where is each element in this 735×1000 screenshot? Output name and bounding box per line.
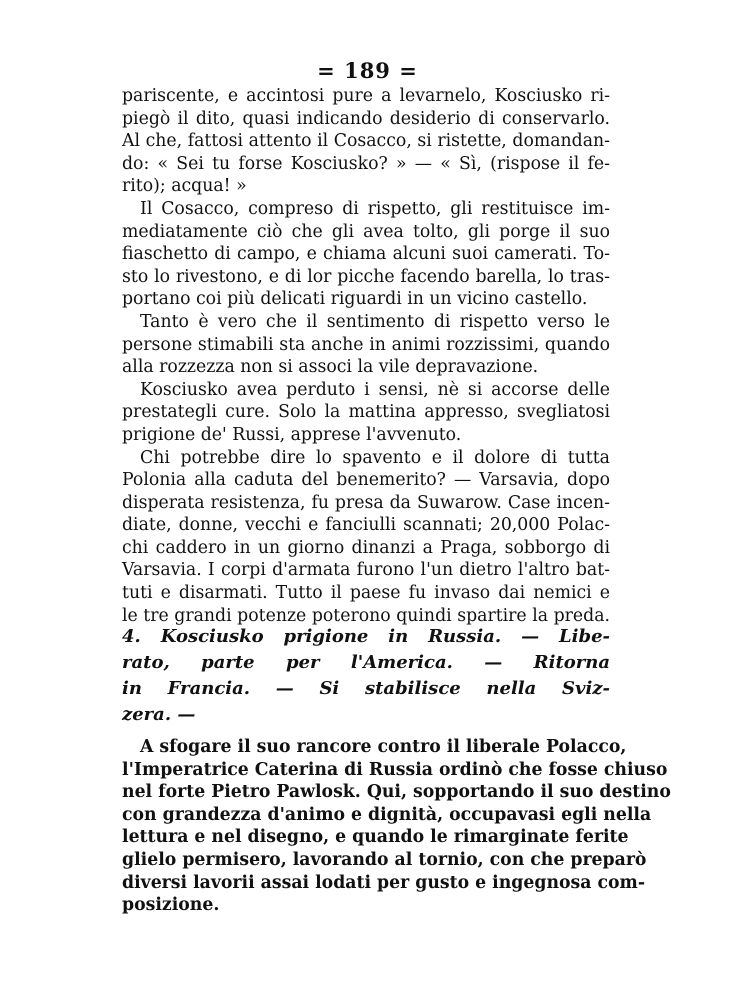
text-line: A sfogare il suo rancore contro il liberale Polacco, (140, 737, 627, 757)
heading-line: rato, parte per l'America. — Ritorna (122, 652, 610, 673)
text-line: tuti e disarmati. Tutto il paese fu invaso dai nemici e (122, 583, 610, 604)
text-line: Il Cosacco, compreso di rispetto, gli restituisce im- (140, 198, 610, 219)
heading-line: zera. — (122, 704, 196, 725)
text-line: Al che, fattosi attento il Cosacco, si ristette, domandan- (122, 131, 610, 152)
text-line: con grandezza d'animo e dignità, occupavasi egli nella (122, 804, 652, 825)
text-line: rito); acqua! » (122, 176, 247, 197)
text-line: l'Imperatrice Caterina di Russia ordinò che fosse chiuso (122, 759, 668, 780)
text-line: nel forte Pietro Pawlosk. Qui, sopportando il suo destino (122, 782, 671, 803)
text-line: do: « Sei tu forse Kosciusko? » — « Sì, (rispose il fe- (122, 153, 610, 174)
text-line: sto lo rivestono, e di lor picche facendo barella, lo tras- (122, 266, 610, 287)
text-line: le tre grandi potenze poterono quindi spartire la preda. (122, 605, 610, 626)
text-line: lettura e nel disegno, e quando le rimarginate ferite (122, 827, 629, 848)
text-line: fiaschetto di campo, e chiama alcuni suoi camerati. To- (122, 244, 610, 265)
text-line: portano coi più delicati riguardi in un vicino castello. (122, 289, 588, 310)
text-line: Kosciusko avea perduto i sensi, nè si accorse delle (140, 379, 610, 400)
text-line: Varsavia. I corpi d'armata furono l'un dietro l'altro bat- (122, 560, 610, 581)
text-line: chi caddero in un giorno dinanzi a Praga, sobborgo di (122, 537, 610, 558)
text-line: disperata resistenza, fu presa da Suwarow. Case incen- (122, 492, 610, 513)
heading-line: in Francia. — Si stabilisce nella Sviz- (122, 678, 610, 699)
text-line: diate, donne, vecchi e fanciulli scannati; 20,000 Polac- (122, 515, 610, 536)
body-text (122, 85, 610, 627)
text-line: prigione de' Russi, apprese l'avvenuto. (122, 424, 462, 445)
text-line: prestategli cure. Solo la mattina appresso, svegliatosi (122, 402, 610, 423)
text-line: Polonia alla caduta del benemerito? — Varsavia, dopo (122, 470, 610, 491)
text-line: piegò il dito, quasi indicando desiderio di conservarlo. (122, 108, 610, 129)
heading-line: 4. Kosciusko prigione in Russia. — Libe- (122, 626, 610, 647)
text-line: pariscente, e accintosi pure a levarnelo, Kosciusko ri- (122, 86, 610, 106)
text-line: mediatamente ciò che gli avea tolto, gli porge il suo (122, 221, 610, 242)
text-line: posizione. (122, 895, 220, 916)
section-heading (122, 624, 610, 728)
section-body (122, 736, 671, 917)
text-line: persone stimabili sta anche in animi rozzissimi, quando (122, 334, 610, 355)
text-line: alla rozzezza non si associ la vile depravazione. (122, 357, 539, 378)
text-line: Tanto è vero che il sentimento di rispetto verso le (140, 311, 610, 332)
text-line: glielo permisero, lavorando al tornio, con che preparò (122, 849, 647, 870)
text-line: Chi potrebbe dire lo spavento e il dolore di tutta (140, 447, 610, 468)
page-number: = 189 = (317, 58, 418, 83)
text-line: diversi lavorii assai lodati per gusto e ingegnosa com- (122, 872, 645, 893)
